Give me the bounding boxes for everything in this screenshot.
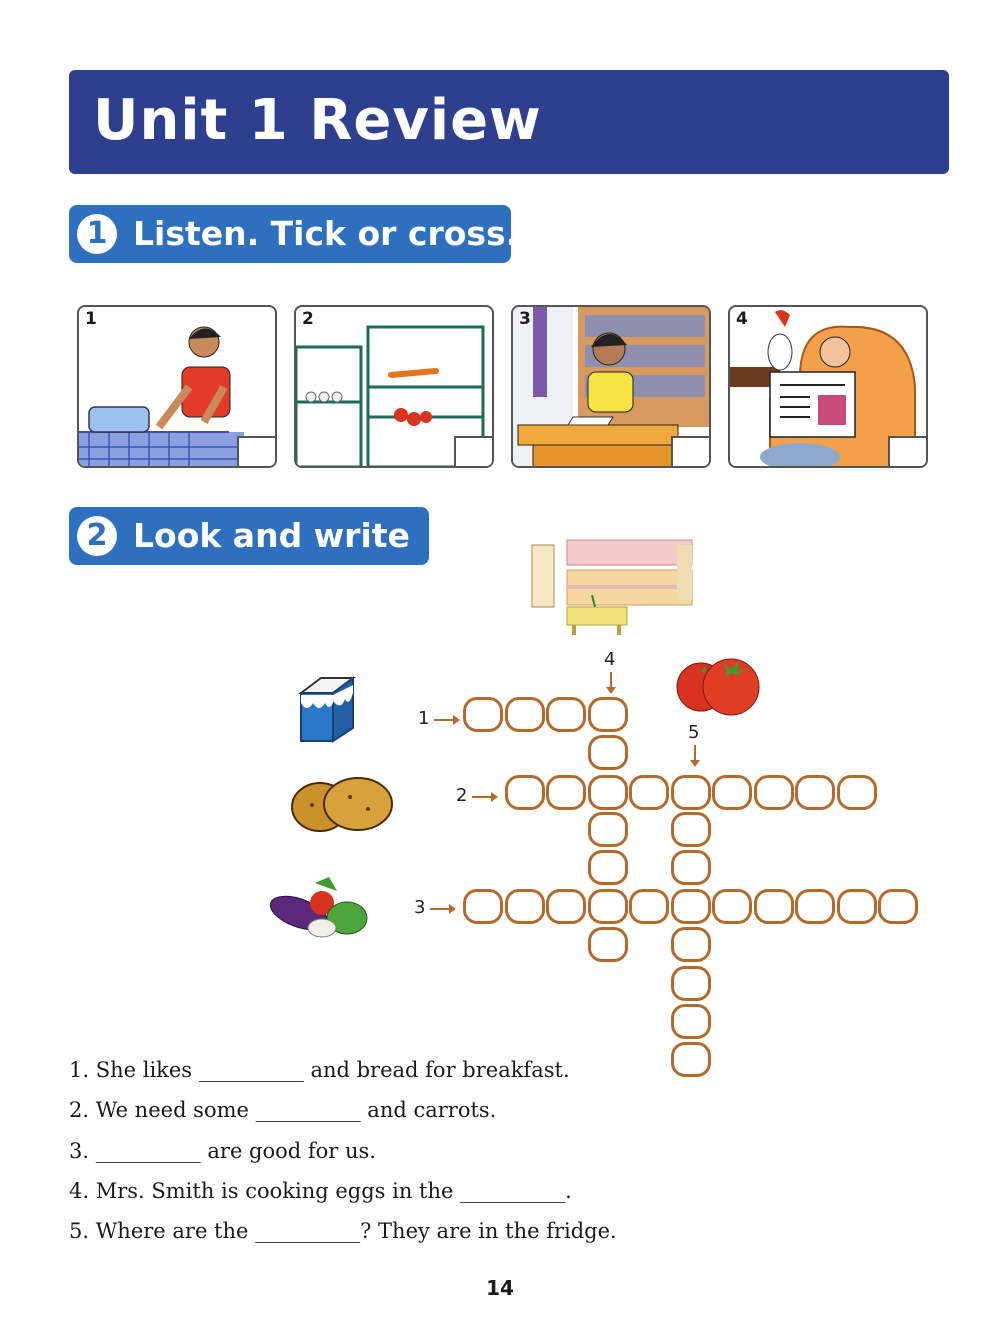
crossword-cell[interactable] [588, 889, 628, 924]
picture-4 [728, 305, 928, 468]
arrow-down-icon [694, 745, 696, 765]
answer-box-4[interactable] [888, 436, 926, 466]
crossword-cell[interactable] [588, 735, 628, 770]
crossword-cell[interactable] [546, 775, 586, 810]
crossword-cell[interactable] [837, 889, 877, 924]
crossword-cell[interactable] [588, 927, 628, 962]
picture-2-label: 2 [302, 309, 314, 329]
crossword-cell[interactable] [671, 927, 711, 962]
answer-box-3[interactable] [671, 436, 709, 466]
sentence-4: 4. Mrs. Smith is cooking eggs in the __________. [69, 1179, 572, 1203]
arrow-down-icon [610, 672, 612, 692]
crossword-cell[interactable] [712, 889, 752, 924]
picture-3-label: 3 [519, 309, 531, 329]
sentence-1: 1. She likes __________ and bread for breakfast. [69, 1058, 570, 1082]
picture-4-label: 4 [736, 309, 748, 329]
kitchen-icon [527, 535, 697, 637]
sentence-3: 3. __________ are good for us. [69, 1139, 377, 1163]
crossword-cell[interactable] [837, 775, 877, 810]
milk-carton-icon [293, 673, 363, 743]
section-2-header [69, 507, 429, 565]
crossword-cell[interactable] [754, 775, 794, 810]
arrow-right-icon [430, 908, 454, 910]
crossword-cell[interactable] [671, 812, 711, 847]
picture-2 [294, 305, 494, 468]
crossword-cell[interactable] [712, 775, 752, 810]
crossword-cell[interactable] [795, 889, 835, 924]
picture-3 [511, 305, 711, 468]
potatoes-icon [290, 777, 395, 835]
crossword-cell[interactable] [671, 1042, 711, 1077]
crossword-cell[interactable] [671, 850, 711, 885]
crossword-cell[interactable] [505, 889, 545, 924]
crossword-clue-4: 4 [604, 649, 616, 670]
title-banner [69, 70, 949, 174]
section-2-instruction: Look and write [133, 516, 410, 555]
page-title: Unit 1 Review [93, 88, 542, 153]
section-1-number: 1 [77, 214, 117, 254]
crossword-cell[interactable] [754, 889, 794, 924]
vegetables-icon [267, 873, 372, 941]
sentence-2: 2. We need some __________ and carrots. [69, 1098, 497, 1122]
crossword-cell[interactable] [588, 812, 628, 847]
section-2-number: 2 [77, 516, 117, 556]
crossword-cell[interactable] [629, 889, 669, 924]
crossword-cell[interactable] [546, 889, 586, 924]
crossword-clue-1: 1 [418, 708, 430, 729]
arrow-right-icon [434, 719, 458, 721]
section-1-instruction: Listen. Tick or cross. [133, 214, 519, 253]
crossword-cell[interactable] [505, 775, 545, 810]
section-1-header [69, 205, 519, 263]
crossword-cell[interactable] [463, 889, 503, 924]
crossword-cell[interactable] [671, 966, 711, 1001]
crossword-cell[interactable] [505, 697, 545, 732]
sentence-5: 5. Where are the __________? They are in the fridge. [69, 1219, 617, 1243]
crossword-cell[interactable] [588, 775, 628, 810]
crossword-cell[interactable] [671, 1004, 711, 1039]
arrow-right-icon [472, 796, 496, 798]
tomatoes-icon [673, 655, 765, 717]
crossword-cell[interactable] [629, 775, 669, 810]
crossword-cell[interactable] [795, 775, 835, 810]
crossword-clue-5: 5 [688, 722, 700, 743]
page-number: 14 [486, 1276, 514, 1300]
crossword-clue-2: 2 [456, 785, 468, 806]
answer-box-2[interactable] [454, 436, 492, 466]
picture-1 [77, 305, 277, 468]
answer-box-1[interactable] [237, 436, 275, 466]
crossword-cell[interactable] [878, 889, 918, 924]
picture-1-label: 1 [85, 309, 97, 329]
crossword-cell[interactable] [463, 697, 503, 732]
crossword-cell[interactable] [588, 697, 628, 732]
crossword-cell[interactable] [588, 850, 628, 885]
crossword-clue-3: 3 [414, 897, 426, 918]
crossword-cell[interactable] [671, 889, 711, 924]
crossword-cell[interactable] [546, 697, 586, 732]
crossword-cell[interactable] [671, 775, 711, 810]
